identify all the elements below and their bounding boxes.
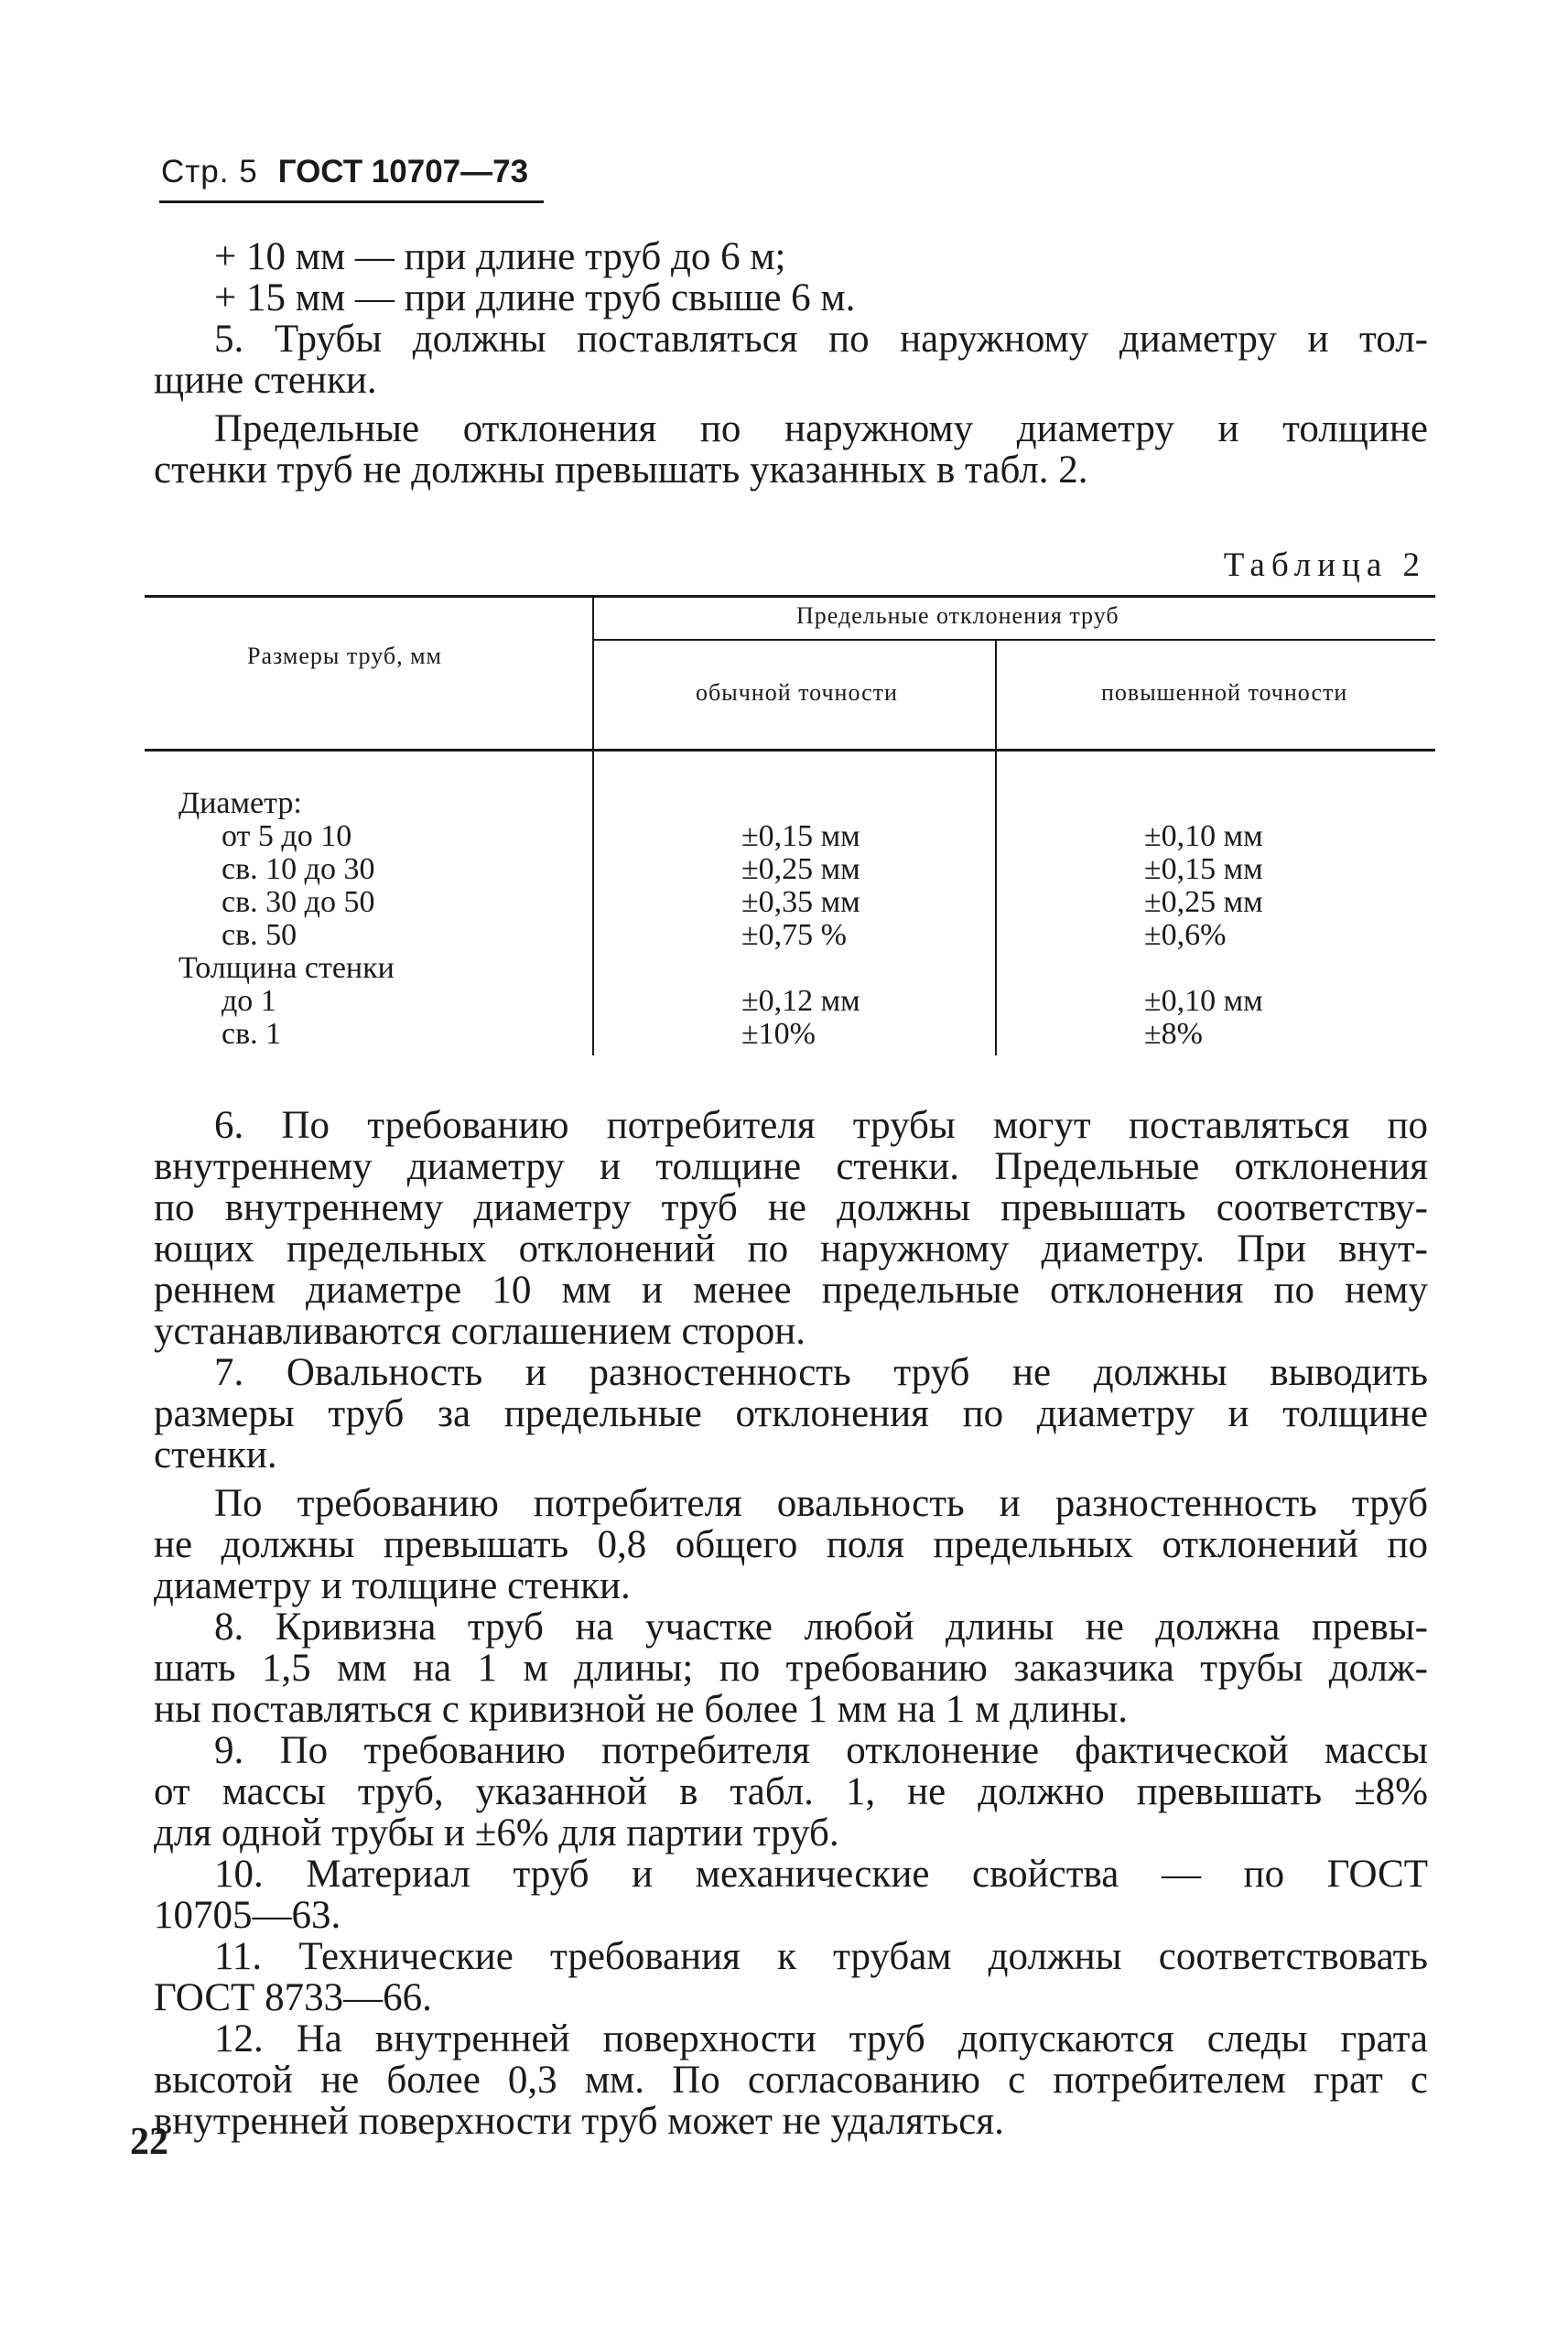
table-top-rule [145,595,1435,598]
text-line: 10. Материал труб и механические свойства — по ГОСТ [214,1853,1428,1896]
text-line: 6. По требованию потребителя трубы могут поставляться по [214,1104,1428,1147]
table-cell [741,952,860,985]
running-header [161,152,528,192]
text-line: от массы труб, указанной в табл. 1, не должно превышать ±8% [154,1770,1428,1813]
table-cell: ±0,6% [1144,918,1227,952]
text-line: внутреннему диаметру и толщине стенки. Предельные отклонения [154,1145,1428,1188]
table-cell: св. 30 до 50 [222,885,375,919]
table-header-sizes: Размеры труб, мм [247,643,442,669]
table-cell: до 1 [222,984,276,1018]
header-page-label: Стр. 5 [161,154,258,189]
text-line: стенки. [154,1433,277,1476]
table-cell: ±8% [1144,1017,1203,1051]
text-line: реннем диаметре 10 мм и менее предельные отклонения по нему [154,1269,1428,1312]
table-caption: Таблица 2 [1223,546,1426,584]
header-standard-number: ГОСТ 10707—73 [277,154,529,189]
text-line: 5. Трубы должны поставляться по наружному диаметру и тол- [214,318,1428,361]
text-line: ющих предельных отклонений по наружному диаметру. При внут- [154,1227,1428,1271]
table-cell: ±0,10 мм [1144,984,1263,1018]
text-line: шать 1,5 мм на 1 м длины; по требованию заказчика трубы долж- [154,1647,1428,1690]
table-cell: от 5 до 10 [222,819,352,853]
table-cell [741,787,860,820]
table-column-normal-accuracy [741,787,860,1051]
page-number: 22 [130,2121,168,2163]
text-line: 10705—63. [154,1894,341,1937]
text-line: 9. По требованию потребителя отклонение фактической массы [214,1729,1428,1772]
text-line: устанавливаются соглашением сторон. [154,1310,806,1353]
table-header-rule [145,749,1435,752]
text-line: высотой не более 0,3 мм. По согласованию с потребителем грат с [154,2059,1428,2102]
text-line: размеры труб за предельные отклонения по диаметру и толщине [154,1392,1428,1435]
table-cell: ±0,12 мм [741,984,860,1018]
text-line: стенки труб не должны превышать указанных в табл. 2. [154,449,1088,492]
table-group-rule [594,639,1435,641]
table-header-normal-accuracy: обычной точности [696,679,898,706]
table-cell: ±0,15 мм [741,819,860,853]
table-cell: ±0,15 мм [1144,852,1263,886]
text-line: по внутреннему диаметру труб не должны превышать соответству- [154,1186,1428,1229]
table-cell: ±0,35 мм [741,885,860,919]
table-cell [1144,952,1263,985]
table-cell: ±0,10 мм [1144,819,1263,853]
bottom-text-block [154,1105,1428,2142]
table-header-high-accuracy: повышенной точности [1101,679,1348,706]
table-column-high-accuracy [1144,787,1263,1051]
table-column-sizes [178,787,395,1051]
text-line: 12. На внутренней поверхности труб допускаются следы грата [214,2017,1428,2060]
table-column-divider [995,641,997,1055]
table-cell [1144,787,1263,820]
text-line: + 10 мм — при длине труб до 6 м; [214,235,786,278]
text-line: 11. Технические требования к трубам должны соответствовать [214,1935,1428,1978]
text-line: внутренней поверхности труб может не удаляться. [154,2100,1004,2143]
text-line: щине стенки. [154,359,377,402]
top-text-block [154,236,1428,491]
header-rule [159,200,544,203]
text-line: диаметру и толщине стенки. [154,1564,631,1607]
table-cell: св. 50 [222,918,297,952]
table-cell: ±10% [741,1017,816,1051]
text-line: не должны превышать 0,8 общего поля предельных отклонений по [154,1523,1428,1566]
table-cell: св. 1 [222,1017,282,1051]
table-column-divider [592,598,594,1055]
table-cell: св. 10 до 30 [222,852,375,886]
text-line: + 15 мм — при длине труб свыше 6 м. [214,276,856,319]
text-line: Предельные отклонения по наружному диаметру и толщине [214,407,1428,450]
text-line: По требованию потребителя овальность и разностенность труб [214,1482,1428,1525]
text-line: 8. Кривизна труб на участке любой длины не должна превы- [214,1606,1428,1649]
text-line: ны поставляться с кривизной не более 1 мм на 1 м длины. [154,1688,1129,1731]
table-cell: Толщина стенки [178,951,395,985]
text-line: ГОСТ 8733—66. [154,1976,432,2019]
text-line: для одной трубы и ±6% для партии труб. [154,1811,839,1855]
table-cell: ±0,75 % [741,918,847,952]
table-cell: ±0,25 мм [1144,885,1263,919]
table-cell: Диаметр: [178,786,302,820]
text-line: 7. Овальность и разностенность труб не должны выводить [214,1351,1428,1394]
table-cell: ±0,25 мм [741,852,860,886]
table-header-deviations: Предельные отклонения труб [796,602,1119,629]
